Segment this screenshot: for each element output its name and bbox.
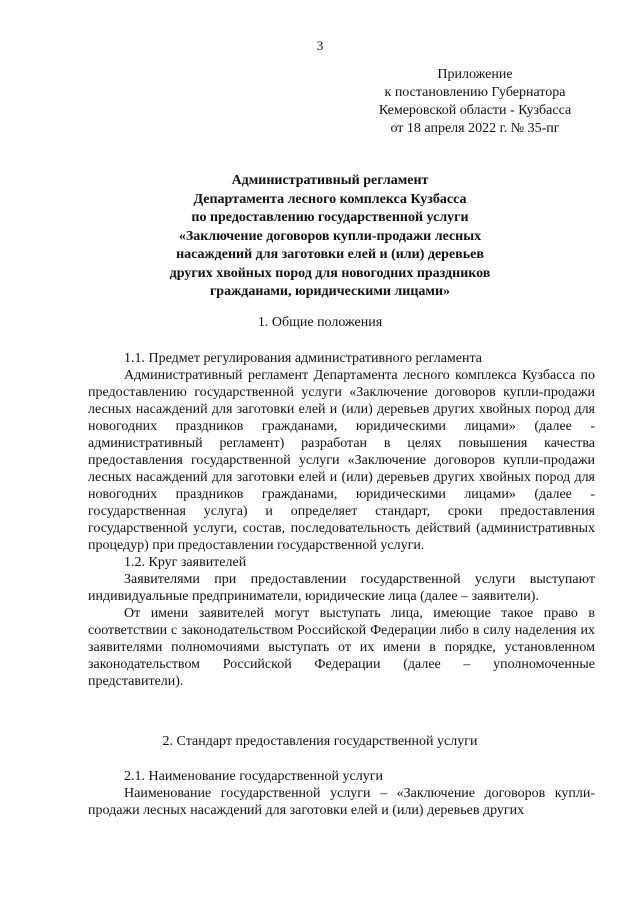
section-2-body [88, 768, 595, 819]
title-line: насаждений для заготовки елей и (или) деревьев [176, 247, 484, 262]
section-1-heading: 1. Общие положения [257, 315, 383, 330]
title-line: Административный регламент [231, 173, 429, 188]
subsection-heading: 1.2. Круг заявителей [124, 555, 247, 570]
title-line: Департамента лесного комплекса Кузбасса [193, 191, 467, 207]
appendix-line: Приложение [437, 67, 513, 82]
appendix-line: от 18 апреля 2022 г. № 35-пг [390, 121, 560, 136]
appendix-line: к постановлению Губернатора [384, 85, 566, 100]
paragraph: Административный регламент Департамента лесного комплекса Кузбасса по предоставлению государственной услуги «Заключение договоров купли-продажи лесных насаждений для заготовки елей и (или) деревьев других хвойных пород для новогодних праздников гражданами, юридическими лицами» (далее - административный регламент) разработан в целях повышения качества предоставления государственной услуги «Заключение договоров купли-продажи лесных насаждений для заготовки елей и (или) деревьев других хвойных пород для новогодних праздников гражданами, юридическими лицами» (далее - государственная услуга) и определяет стандарт, сроки предоставления государственной услуги, состав, последовательность действий (административных процедур) при предоставлении государственной услуги. [88, 368, 595, 553]
section-1-body [88, 350, 595, 690]
appendix-line: Кемеровской области - Кузбасса [378, 103, 572, 118]
title-line: по предоставлению государственной услуги [191, 210, 469, 225]
paragraph: От имени заявителей могут выступать лица, имеющие такое право в соответствии с законодательством Российской Федерации либо в силу наделения их заявителями полномочиями выступать от их имени в порядке, установленном законодательством Российской Федерации (далее – уполномоченные представители). [88, 606, 595, 689]
title-line: других хвойных пород для новогодних праздников [169, 265, 491, 281]
paragraph: Заявителями при предоставлении государственной услуги выступают индивидуальные предприниматели, юридические лица (далее – заявители). [88, 572, 595, 604]
subsection-heading: 1.1. Предмет регулирования административного регламента [124, 351, 482, 366]
title-line: «Заключение договоров купли-продажи лесных [178, 228, 482, 244]
paragraph: Наименование государственной услуги – «Заключение договоров купли-продажи лесных насаждений для заготовки елей и (или) деревьев других [88, 786, 595, 818]
page-number: 3 [316, 38, 324, 53]
appendix-block [330, 66, 620, 138]
section-2-heading: 2. Стандарт предоставления государственной услуги [162, 734, 478, 749]
document-title [120, 172, 540, 302]
title-line: гражданами, юридическими лицами» [209, 284, 451, 299]
subsection-heading: 2.1. Наименование государственной услуги [124, 769, 383, 784]
